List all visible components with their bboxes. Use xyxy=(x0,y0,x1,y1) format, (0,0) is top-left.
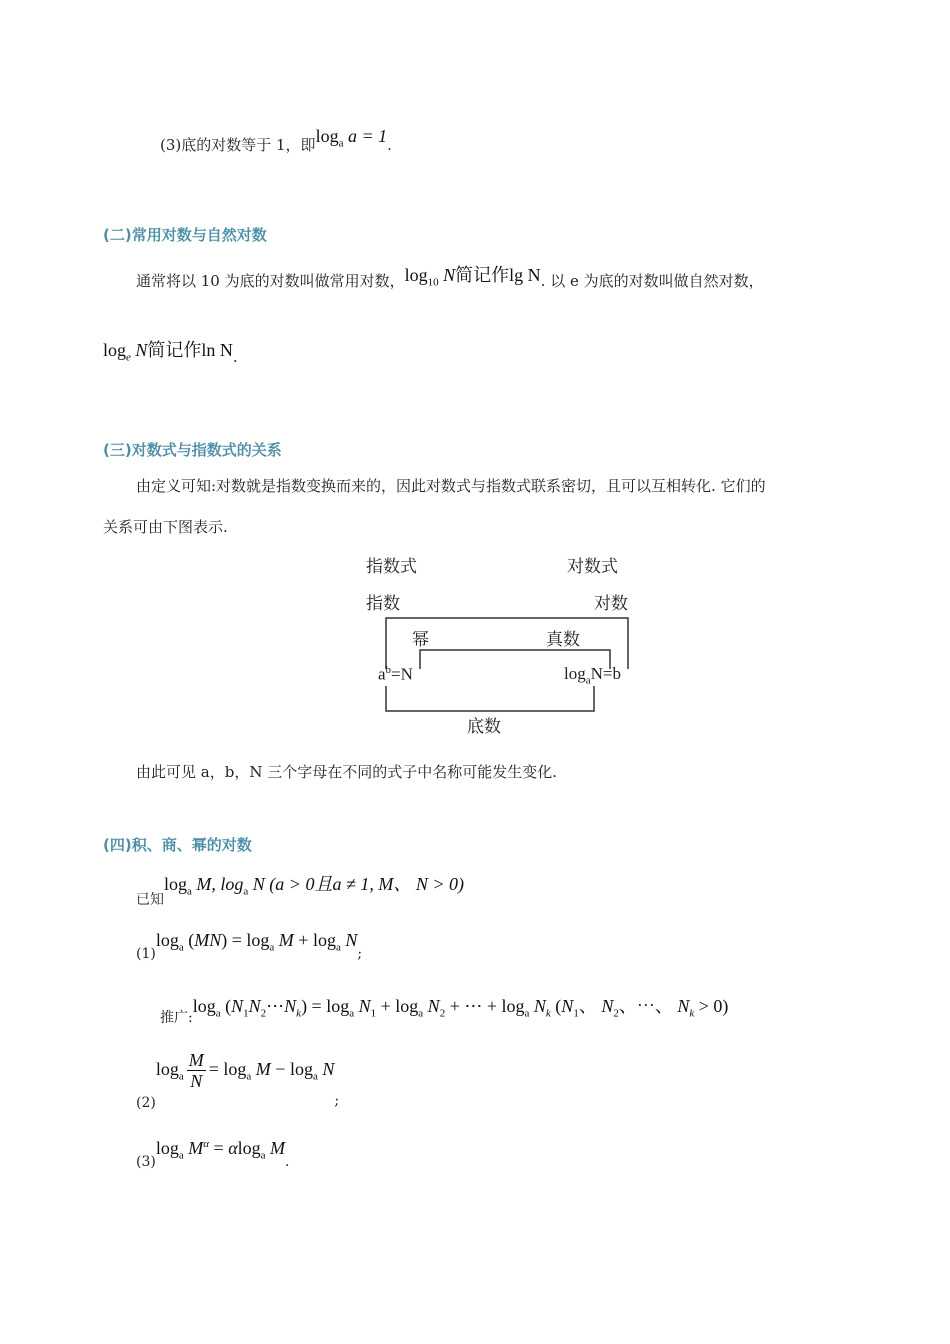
exponent-label: 指数 xyxy=(366,594,400,614)
section-3-heading: (三)对数式与指数式的关系 xyxy=(103,441,282,459)
product-rule-line: $(1)\log_a$ $(MN) = \log_a M + \log_a N$; xyxy=(136,930,363,962)
generalized-product-formula: $\log_a$ $(N_1N_2\cdots N_k) = \log_a N_1 + \log_a N_2$ + ⋯ + $\log_a N_k$ ($N_1$、 $N_2$、⋯、 $N_k > 0$) xyxy=(192,996,729,1020)
quotient-rule-formula: $\log_a$ $\frac{M}{N}$ = $\log_a M - \log_a N$ xyxy=(155,1050,335,1091)
exponential-formula: $a^b=N$ xyxy=(378,664,413,684)
section-3-paragraph-line-1: 由定义可知:对数就是指数变换而来的，因此对数式与指数式联系密切，且可以互相转化. 它们的 xyxy=(136,477,766,495)
natural-log-formula: $\log_e N$简记作ln N xyxy=(103,340,233,364)
base-bracket xyxy=(386,686,594,711)
quotient-rule-line: $(2)\log_a$ $\frac{M}{N}$ = $\log_a M - \log_a N$; xyxy=(136,1050,340,1111)
logarithmic-formula: $\log_aN=b$ xyxy=(564,664,621,687)
antilog-label: 真数 xyxy=(546,630,580,650)
power-rule-formula: $\log_a M^\alpha = \alpha\log_a$ M xyxy=(155,1138,286,1162)
common-log-line: 通常将以 10 为底的对数叫做常用对数，$\log_{10} N$简记作lg N. 以 e 为底的对数叫做自然对数， xyxy=(136,265,764,290)
common-log-formula: $\log_{10} N$简记作lg N xyxy=(404,265,541,289)
base-log-formula: $\log_a a = 1$ xyxy=(315,126,388,150)
letter-names-note: 由此可见 a，b，N 三个字母在不同的式子中名称可能发生变化. xyxy=(136,763,557,781)
base-label: 底数 xyxy=(467,717,501,737)
logarithmic-form-label: 对数式 xyxy=(567,557,618,577)
section-4-heading: (四)积、商、幂的对数 xyxy=(103,836,252,854)
section-3-paragraph-line-2: 关系可由下图表示. xyxy=(103,518,228,536)
known-conditions-line: 已知$\log_a M$, $\log_a N$ (a > 0且a ≠ 1, M、 N > 0) xyxy=(136,874,464,908)
product-rule-generalization: 推广$:\log_a$ $(N_1N_2\cdots N_k) = \log_a N_1 + \log_a N_2$ + ⋯ + $\log_a N_k$ ($N_1$、 $N_2$、⋯、 $N_k > 0$) xyxy=(160,996,729,1026)
natural-log-line: $\log_e N$简记作ln N. xyxy=(103,340,238,366)
section-2-heading: (二)常用对数与自然对数 xyxy=(103,226,267,244)
power-label: 幂 xyxy=(412,630,429,650)
power-rule-line: $(3)\log_a$ $M^\alpha = \alpha\log_a$ M. xyxy=(136,1138,290,1170)
exponential-form-label: 指数式 xyxy=(366,557,417,577)
logarithm-label: 对数 xyxy=(594,594,628,614)
exp-log-relation-diagram xyxy=(360,548,650,738)
base-log-line: (3)底的对数等于 1，即$\log_a a = 1$. xyxy=(160,126,392,154)
product-rule-formula: $\log_a (MN) = \log_a M + \log_a N$ xyxy=(155,930,358,954)
base-log-text: (3)底的对数等于 1，即 xyxy=(160,136,316,154)
known-conditions-formula: $\log_a M$, $\log_a N$ (a > 0且a ≠ 1, M、 N > 0) xyxy=(164,874,464,898)
